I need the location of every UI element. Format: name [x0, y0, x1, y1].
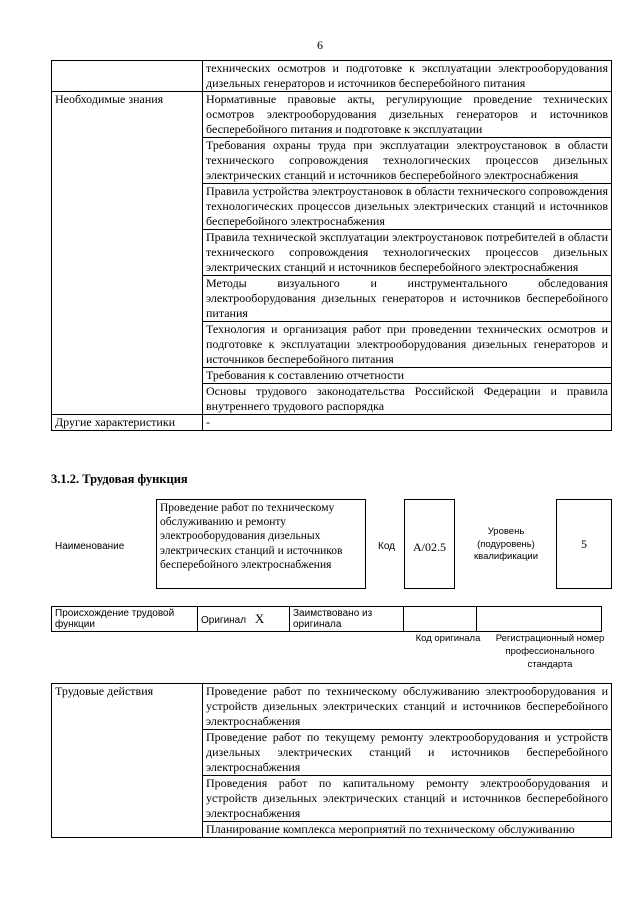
level-label: Уровень (подуровень) квалификации: [473, 526, 539, 562]
original-label: Оригинал: [201, 614, 247, 626]
other-label: Другие характеристики: [52, 415, 203, 431]
name-label: Наименование: [55, 541, 125, 552]
knowledge-item: Требования к составлению отчетности: [203, 368, 612, 384]
code-original-cell: [404, 607, 477, 632]
level-value: 5: [556, 499, 612, 589]
action-item: Проведение работ по техническому обслуживанию электрооборудования и устройств дизельных электрических станций и источников бесперебойного электроснабжения: [203, 684, 612, 730]
code-label: Код: [378, 541, 396, 552]
empty-cell: [52, 61, 203, 92]
origin-table: [51, 606, 602, 632]
action-item: Проведение работ по текущему ремонту электрооборудования и устройств дизельных электрических станций и источников бесперебойного электроснабжения: [203, 730, 612, 776]
reg-number-cell: [477, 607, 602, 632]
knowledge-item: Методы визуального и инструментального обследования электрооборудования дизельных генераторов и источников бесперебойного питания: [203, 276, 612, 322]
knowledge-item: Требования охраны труда при эксплуатации электроустановок в области технического сопровождения технологических процессов дизельных электрических станций и источников бесперебойного электроснабжения: [203, 138, 612, 184]
original-cell: [198, 607, 290, 632]
knowledge-item: Основы трудового законодательства Российской Федерации и правила внутреннего трудового распорядка: [203, 384, 612, 415]
table-row: [52, 684, 612, 730]
table-row: [52, 61, 612, 92]
table-row: [52, 607, 602, 632]
code-original-caption: Код оригинала: [415, 633, 481, 644]
table-row: [52, 415, 612, 431]
knowledge-item: Нормативные правовые акты, регулирующие проведение технических осмотров электрооборудования дизельных генераторов и источников бесперебойного питания и подготовке к эксплуатации: [203, 92, 612, 138]
knowledge-item: Правила устройства электроустановок в области технического сопровождения технологических процессов дизельных электрических станций и источников бесперебойного электроснабжения: [203, 184, 612, 230]
action-item: Планирование комплекса мероприятий по техническому обслуживанию: [203, 822, 612, 838]
knowledge-label: Необходимые знания: [52, 92, 203, 415]
table-row: [52, 92, 612, 138]
knowledge-table: [51, 60, 612, 431]
origin-label: Происхождение трудовой функции: [52, 607, 198, 632]
reg-number-caption: Регистрационный номер профессионального стандарта: [495, 633, 605, 670]
actions-table: [51, 683, 612, 838]
code-value: A/02.5: [404, 499, 455, 589]
action-item: Проведения работ по капитальному ремонту электрооборудования и устройств дизельных электрических станций и источников бесперебойного электроснабжения: [203, 776, 612, 822]
name-value: Проведение работ по техническому обслуживанию и ремонту электрооборудования дизельных электрических станций и источников бесперебойного электроснабжения: [156, 499, 366, 589]
actions-label: Трудовые действия: [52, 684, 203, 838]
knowledge-item: Технология и организация работ при проведении технических осмотров и подготовке к эксплуатации электрооборудования дизельных генераторов и источников бесперебойного питания: [203, 322, 612, 368]
section-title: 3.1.2. Трудовая функция: [51, 472, 188, 486]
continued-text: технических осмотров и подготовке к эксплуатации электрооборудования дизельных генераторов и источников бесперебойного питания: [203, 61, 612, 92]
other-value: -: [203, 415, 612, 431]
borrowed-label: Заимствовано из оригинала: [290, 607, 404, 632]
page-number: 6: [317, 38, 323, 52]
original-mark: X: [254, 610, 265, 626]
knowledge-item: Правила технической эксплуатации электроустановок потребителей в области технического сопровождения технологических процессов дизельных электрических станций и источников бесперебойного электроснабжения: [203, 230, 612, 276]
